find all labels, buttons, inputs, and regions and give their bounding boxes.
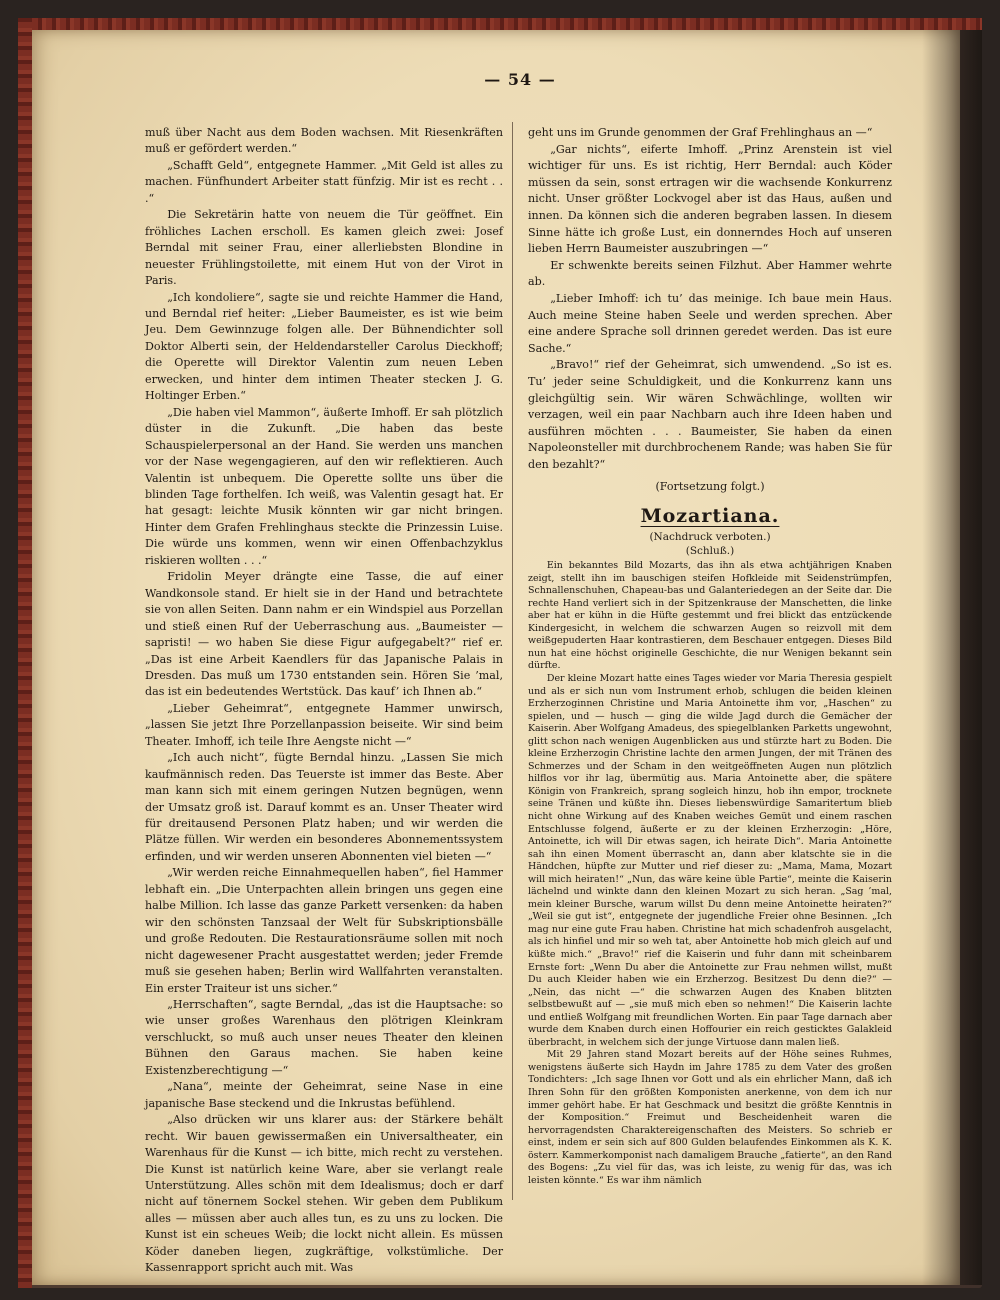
page-number: — 54 — bbox=[484, 70, 556, 89]
paragraph: „Herrschaften“, sagte Berndal, „das ist die Hauptsache: so wie unser großes Warenhaus den plötrigen Kleinkram verschluckt, so muß auch unser neues Theater den kleinen Bühnen den Garaus machen. Sie haben keine Existenzberechtigung —“ bbox=[145, 998, 503, 1077]
paragraph: „Wir werden reiche Einnahmequellen haben“, fiel Hammer lebhaft ein. „Die Unterpachten allein bringen uns gegen eine halbe Million. Ich lasse das ganze Parkett versenken: da haben wir den schönsten Tanzsaal der Welt für Subskriptionsbälle und große Redouten. Die Restaurationsräume sollen mit noch nicht dagewesener Pracht ausgestattet werden; jeder Fremde muß sie gesehen haben; Berlin wird Wallfahrten veranstalten. Ein erster Traiteur ist uns sicher.“ bbox=[145, 866, 503, 995]
right-column bbox=[528, 125, 892, 1187]
conclusion-notice: (Schluß.) bbox=[685, 545, 735, 558]
column-divider bbox=[512, 122, 513, 1200]
paragraph: „Lieber Geheimrat“, entgegnete Hammer unwirsch, „lassen Sie jetzt Ihre Porzellanpassion beiseite. Wir sind beim Theater. Imhoff, ich teile Ihre Aengste nicht —“ bbox=[145, 701, 503, 748]
paragraph: Die Sekretärin hatte von neuem die Tür geöffnet. Ein fröhliches Lachen erscholl. Es kamen gleich zwei: Josef Berndal mit seiner Frau, einer allerliebsten Blondine in neuester Frühlingstoilette, mit einem Hut von der Virot in Paris. bbox=[145, 208, 503, 288]
gutter-shadow bbox=[922, 30, 960, 1285]
paragraph: Der kleine Mozart hatte eines Tages wieder vor Maria Theresia gespielt und als er sich nun vom Instrument erhob, schlugen die beiden kleinen Erzherzoginnen Christine und Maria Antoinette ihm vor, „Haschen“ zu spielen, und — husch — ging die wilde Jagd durch die Gemächer der Kaiserin. Aber Wolfgang Amadeus, des spiegelblanken Parketts ungewohnt, glitt schon nach wenigen Augenblicken aus und stürzte hart zu Boden. Die kleine Erzherzogin Christine lachte den armen Jungen, der mit Tränen des Schmerzes und der Scham in den weitgeöffneten Augen nun plötzlich hilflos vor ihr lag, übermütig aus. Maria Antoinette aber, die spätere Königin von Frankreich, sprang sogleich hinzu, hob ihn empor, trocknete seine Tränen und küßte ihn. Dieses liebenswürdige Samaritertum blieb nicht ohne Wirkung auf des Knaben weiches Gemüt und einem raschen Entschlusse folgend, äußerte er zu der kleinen Erzherzogin: „Höre, Antoinette, ich will Dir etwas sagen, ich heirate Dich“. Maria Antoinette sah ihn einen Moment überrascht an, dann aber klatschte sie in die Händchen, hüpfte zur Mutter und rief dieser zu: „Mama, Mama, Mozart will mich heiraten!“ „Nun, das wäre keine üble Partie“, meinte die Kaiserin lächelnd und winkte dann den kleinen Mozart zu sich heran. „Sag ’mal, mein kleiner Bursche, warum willst Du denn meine Antoinette heiraten?“ „Weil sie gut ist“, entgegnete der jugendliche Freier ohne Besinnen. „Ich mag nur eine gute Frau haben. Christine hat mich schadenfroh ausgelacht, als ich hinfiel und mir so weh tat, aber Antoinette hob mich gleich auf und küßte mich.“ „Bravo!“ rief die Kaiserin und fuhr dann mit scheinbarem Ernste fort: „Wenn Du aber die Antoinette zur Frau nehmen willst, mußt Du auch Kleider haben wie ein Erzherzog. Besitzest Du denn die?“ — „Nein, das nicht —“ die schwarzen Augen des Knaben blitzten selbstbewußt auf — „sie muß mich eben so nehmen!“ Die Kaiserin lachte und entließ Wolfgang mit freundlichen Worten. Ein paar Tage darnach aber wurde dem Knaben durch einen Hoffourier ein reich gesticktes Galakleid überbracht, in welchem sich der junge Virtuose dann malen ließ. bbox=[528, 672, 892, 1048]
binding-strip bbox=[960, 30, 982, 1285]
paragraph: muß über Nacht aus dem Boden wachsen. Mit Riesenkräften muß er gefördert werden.“ bbox=[145, 126, 503, 156]
paragraph: „Nana“, meinte der Geheimrat, seine Nase in eine japanische Base steckend und die Inkrustas befühlend. bbox=[145, 1080, 503, 1110]
continuation-note: (Fortsetzung folgt.) bbox=[655, 480, 765, 494]
paragraph: „Also drücken wir uns klarer aus: der Stärkere behält recht. Wir bauen gewissermaßen ein Universaltheater, ein Warenhaus für die Kunst — ich bitte, mich recht zu verstehen. Die Kunst ist natürlich keine Ware, aber sie verlangt reale Unterstützung. Alles schön mit dem Idealismus; doch er darf nicht auf tönernem Sockel stehen. Wir geben dem Publikum alles — müssen aber auch alles tun, es zu uns zu locken. Die Kunst ist ein scheues Weib; die lockt nicht allein. Es müssen Köder daneben liegen, zugkräftige, volkstümliche. Der Kassenrapport spricht auch mit. Was bbox=[145, 1113, 503, 1275]
paragraph: „Ich auch nicht“, fügte Berndal hinzu. „Lassen Sie mich kaufmännisch reden. Das Teuerste ist immer das Beste. Aber man kann sich mit einem geringen Nutzen begnügen, wenn der Umsatz groß ist. Darauf kommt es an. Unser Theater wird für dreitausend Personen Platz haben; und wir werden die Plätze füllen. Wir werden ein besonderes Abonnementssystem erfinden, und wir werden unseren Abonnenten viel bieten —“ bbox=[145, 751, 503, 863]
paragraph: „Bravo!“ rief der Geheimrat, sich umwendend. „So ist es. Tu’ jeder seine Schuldigkeit, und die Konkurrenz kann uns gleichgültig sein. Wir wären Schwächlinge, wollten wir verzagen, weil ein paar Nachbarn auch ihre Ideen haben und ausführen möchten . . . Baumeister, Sie haben da einen Napoleonsteller mit durchbrochenem Rande; was haben Sie für den bezahlt?“ bbox=[528, 358, 892, 471]
novel-continuation bbox=[528, 125, 892, 473]
reprint-notice: (Nachdruck verboten.) bbox=[649, 531, 771, 544]
paragraph: „Gar nichts“, eiferte Imhoff. „Prinz Arenstein ist viel wichtiger für uns. Es ist richtig, Herr Berndal: auch Köder müssen da sein, sonst ertragen wir die wachsende Konkurrenz nicht. Unser größter Lockvogel aber ist das Haus, außen und innen. Da können sich die anderen begraben lassen. In diesem Sinne hätte ich große Lust, ein donnerndes Hoch auf unseren lieben Herrn Baumeister auszubringen —“ bbox=[528, 142, 892, 256]
paragraph: „Lieber Imhoff: ich tu’ das meinige. Ich baue mein Haus. Auch meine Steine haben Seele und werden sprechen. Aber eine andere Sprache soll drinnen geredet werden. Das ist eure Sache.“ bbox=[528, 291, 892, 355]
article-title: Mozartiana. bbox=[640, 505, 780, 528]
paragraph: Mit 29 Jahren stand Mozart bereits auf der Höhe seines Ruhmes, wenigstens äußerte sich Haydn im Jahre 1785 zu dem Vater des großen Tondichters: „Ich sage Ihnen vor Gott und als ein ehrlicher Mann, daß ich Ihren Sohn für den größten Komponisten anerkenne, von dem ich nur immer gehört habe. Er hat Geschmack und besitzt die größte Kenntnis in der Komposition.“ Freimut und Bescheidenheit waren die hervorragendsten Charaktereigenschaften des Meisters. So schrieb er einst, indem er sein sich auf 800 Gulden belaufendes Einkommen als K. K. österr. Kammerkomponist nach damaligem Brauche „fatierte“, an den Rand des Bogens: „Zu viel für das, was ich leiste, zu wenig für das, was ich leisten könnte.“ Es war ihm nämlich bbox=[528, 1049, 892, 1186]
paragraph: „Schafft Geld“, entgegnete Hammer. „Mit Geld ist alles zu machen. Fünfhundert Arbeiter statt fünfzig. Mir ist es recht . . .“ bbox=[145, 158, 503, 205]
paragraph: geht uns im Grunde genommen der Graf Frehlinghaus an —“ bbox=[528, 126, 873, 139]
paragraph: „Ich kondoliere“, sagte sie und reichte Hammer die Hand, und Berndal rief heiter: „Lieber Baumeister, es ist wie beim Jeu. Dem Gewinnzuge folgen alle. Der Bühnendichter soll Doktor Alberti sein, der Heldendarsteller Carolus Dieckhoff; die Operette will Direktor Valentin zum neuen Leben erwecken, und hinter dem intimen Theater stecken J. G. Holtinger Erben.“ bbox=[145, 290, 503, 403]
article-body bbox=[528, 560, 892, 1187]
paragraph: „Die haben viel Mammon“, äußerte Imhoff. Er sah plötzlich düster in die Zukunft. „Die haben das beste Schauspielerpersonal an der Hand. Sie werden uns manchen vor der Nase wegengagieren, auf den wir reflektieren. Auch Valentin ist unbequem. Die Operette sollte uns über die blinden Tage forthelfen. Ich weiß, was Valentin gesagt hat. Er hat gesagt: leichte Musik könnten wir gar nicht bringen. Hinter dem Grafen Frehlinghaus steckte die Prinzessin Luise. Die würde uns kommen, wenn wir einen Offenbachzyklus riskieren wollten . . .“ bbox=[145, 405, 503, 567]
left-column bbox=[145, 125, 503, 1277]
paragraph: Er schwenkte bereits seinen Filzhut. Aber Hammer wehrte ab. bbox=[528, 258, 892, 289]
paragraph: Ein bekanntes Bild Mozarts, das ihn als etwa achtjährigen Knaben zeigt, stellt ihn im bauschigen steifen Hofkleide mit Seidenstrümpfen, Schnallenschuhen, Chapeau-bas und Galanteriedegen an der Seite dar. Die rechte Hand verliert sich in der Spitzenkrause der Manschetten, die linke aber hat er kühn in die Hüfte gestemmt und frei blickt das entzückende Kindergesicht, in welchem die schwarzen Augen so reizvoll mit dem weißgepuderten Haar kontrastieren, dem Beschauer entgegen. Dieses Bild nun hat eine höchst originelle Geschichte, die nur Wenigen bekannt sein dürfte. bbox=[528, 560, 892, 672]
paragraph: Fridolin Meyer drängte eine Tasse, die auf einer Wandkonsole stand. Er hielt sie in der Hand und betrachtete sie von allen Seiten. Dann nahm er ein Windspiel aus Porzellan und stieß einen Ruf der Ueberraschung aus. „Baumeister — sapristi! — wo haben Sie diese Figur aufgegabelt?“ rief er. „Das ist eine Arbeit Kaendlers für das Japanische Palais in Dresden. Das muß um 1730 entstanden sein. Hören Sie ’mal, das ist ein bedeutendes Wertstück. Das kauf’ ich Ihnen ab.“ bbox=[145, 570, 503, 699]
